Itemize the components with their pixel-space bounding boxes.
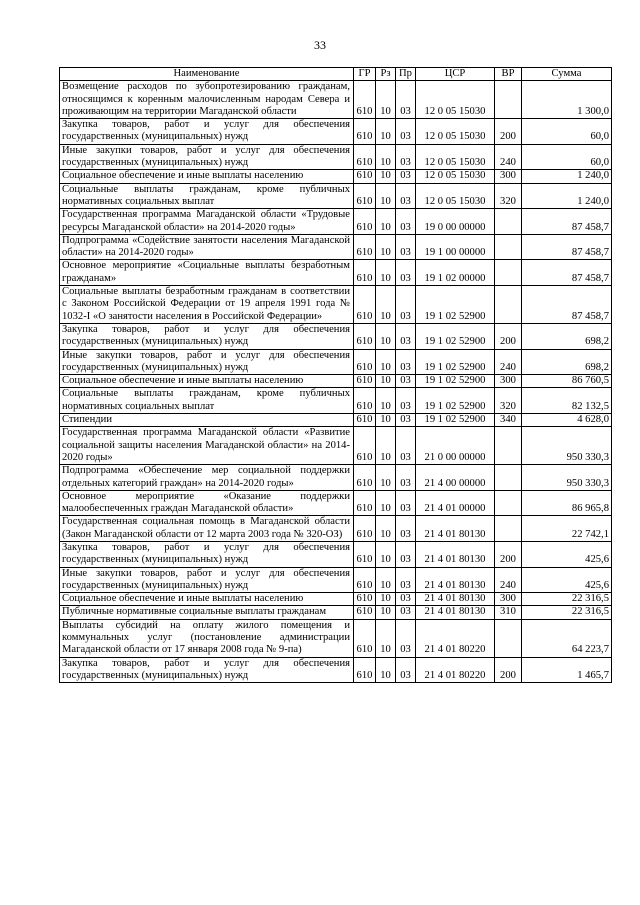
cell-pr: 03 — [396, 490, 416, 516]
table-row — [60, 541, 612, 567]
cell-vr: 200 — [495, 657, 522, 683]
cell-vr: 240 — [495, 349, 522, 375]
cell-vr — [495, 490, 522, 516]
cell-rz: 10 — [376, 260, 396, 286]
table-row — [60, 209, 612, 235]
cell-sum: 4 628,0 — [522, 414, 612, 427]
cell-rz: 10 — [376, 144, 396, 170]
cell-name: Социальные выплаты безработным гражданам в соответствии с Законом Российской Федерации от 19 апреля 1991 года № 1032-I «О занятости населения в Российской Федерации» — [60, 286, 354, 324]
table-row — [60, 465, 612, 491]
cell-name: Закупка товаров, работ и услуг для обеспечения государственных (муниципальных) нужд — [60, 119, 354, 145]
cell-pr: 03 — [396, 619, 416, 657]
cell-name: Закупка товаров, работ и услуг для обеспечения государственных (муниципальных) нужд — [60, 541, 354, 567]
cell-csr: 19 1 02 52900 — [416, 349, 495, 375]
cell-sum: 87 458,7 — [522, 260, 612, 286]
header-name: Наименование — [60, 68, 354, 81]
cell-sum: 64 223,7 — [522, 619, 612, 657]
cell-csr: 12 0 05 15030 — [416, 144, 495, 170]
cell-name: Возмещение расходов по зубопротезированию гражданам, относящимся к коренным малочисленным народам Севера и проживающим на территории Магаданской области — [60, 81, 354, 119]
cell-csr: 12 0 05 15030 — [416, 183, 495, 209]
cell-sum: 87 458,7 — [522, 286, 612, 324]
cell-csr: 21 4 01 80220 — [416, 619, 495, 657]
cell-rz: 10 — [376, 375, 396, 388]
cell-csr: 19 0 00 00000 — [416, 209, 495, 235]
cell-vr — [495, 619, 522, 657]
cell-rz: 10 — [376, 170, 396, 183]
cell-name: Публичные нормативные социальные выплаты гражданам — [60, 606, 354, 619]
cell-vr — [495, 516, 522, 542]
cell-gr: 610 — [354, 657, 376, 683]
cell-pr: 03 — [396, 323, 416, 349]
table-header-row — [60, 68, 612, 81]
cell-gr: 610 — [354, 465, 376, 491]
cell-name: Стипендии — [60, 414, 354, 427]
cell-name: Закупка товаров, работ и услуг для обеспечения государственных (муниципальных) нужд — [60, 323, 354, 349]
cell-sum: 698,2 — [522, 323, 612, 349]
cell-rz: 10 — [376, 567, 396, 593]
cell-pr: 03 — [396, 81, 416, 119]
cell-csr: 19 1 00 00000 — [416, 234, 495, 260]
cell-pr: 03 — [396, 260, 416, 286]
cell-pr: 03 — [396, 170, 416, 183]
cell-pr: 03 — [396, 516, 416, 542]
cell-pr: 03 — [396, 144, 416, 170]
cell-gr: 610 — [354, 593, 376, 606]
cell-rz: 10 — [376, 593, 396, 606]
table-row — [60, 234, 612, 260]
cell-gr: 610 — [354, 414, 376, 427]
cell-rz: 10 — [376, 465, 396, 491]
cell-csr: 12 0 05 15030 — [416, 170, 495, 183]
cell-csr: 21 4 01 80130 — [416, 593, 495, 606]
cell-sum: 425,6 — [522, 541, 612, 567]
cell-rz: 10 — [376, 81, 396, 119]
cell-rz: 10 — [376, 323, 396, 349]
cell-csr: 21 4 01 80220 — [416, 657, 495, 683]
table-row — [60, 375, 612, 388]
cell-name: Социальное обеспечение и иные выплаты населению — [60, 170, 354, 183]
cell-gr: 610 — [354, 209, 376, 235]
table-row — [60, 427, 612, 465]
cell-sum: 82 132,5 — [522, 388, 612, 414]
cell-vr — [495, 234, 522, 260]
cell-gr: 610 — [354, 541, 376, 567]
cell-sum: 22 742,1 — [522, 516, 612, 542]
cell-vr — [495, 286, 522, 324]
header-gr: ГР — [354, 68, 376, 81]
table-row — [60, 349, 612, 375]
cell-sum: 60,0 — [522, 144, 612, 170]
table-row — [60, 183, 612, 209]
cell-vr — [495, 465, 522, 491]
cell-rz: 10 — [376, 490, 396, 516]
cell-pr: 03 — [396, 349, 416, 375]
cell-pr: 03 — [396, 657, 416, 683]
cell-gr: 610 — [354, 81, 376, 119]
cell-vr — [495, 427, 522, 465]
cell-vr — [495, 81, 522, 119]
cell-sum: 425,6 — [522, 567, 612, 593]
cell-sum: 87 458,7 — [522, 234, 612, 260]
cell-name: Основное мероприятие «Оказание поддержки малообеспеченных граждан Магаданской области» — [60, 490, 354, 516]
header-rz: Рз — [376, 68, 396, 81]
table-row — [60, 323, 612, 349]
cell-vr: 310 — [495, 606, 522, 619]
cell-vr: 300 — [495, 593, 522, 606]
cell-pr: 03 — [396, 606, 416, 619]
cell-pr: 03 — [396, 414, 416, 427]
cell-sum: 950 330,3 — [522, 465, 612, 491]
cell-pr: 03 — [396, 209, 416, 235]
cell-name: Государственная социальная помощь в Магаданской области (Закон Магаданской области от 12 марта 2003 года № 320-ОЗ) — [60, 516, 354, 542]
cell-name: Социальное обеспечение и иные выплаты населению — [60, 375, 354, 388]
cell-csr: 21 4 01 80130 — [416, 606, 495, 619]
cell-vr — [495, 260, 522, 286]
cell-gr: 610 — [354, 516, 376, 542]
cell-gr: 610 — [354, 234, 376, 260]
cell-gr: 610 — [354, 349, 376, 375]
cell-csr: 21 4 01 80130 — [416, 567, 495, 593]
cell-vr: 200 — [495, 323, 522, 349]
table-row — [60, 388, 612, 414]
cell-gr: 610 — [354, 260, 376, 286]
cell-vr: 300 — [495, 375, 522, 388]
cell-rz: 10 — [376, 183, 396, 209]
cell-sum: 1 240,0 — [522, 183, 612, 209]
cell-pr: 03 — [396, 427, 416, 465]
cell-name: Государственная программа Магаданской области «Развитие социальной защиты населения Магаданской области» на 2014-2020 годы» — [60, 427, 354, 465]
cell-name: Государственная программа Магаданской области «Трудовые ресурсы Магаданской области» на 2014-2020 годы» — [60, 209, 354, 235]
cell-vr: 340 — [495, 414, 522, 427]
cell-name: Закупка товаров, работ и услуг для обеспечения государственных (муниципальных) нужд — [60, 657, 354, 683]
cell-name: Иные закупки товаров, работ и услуг для обеспечения государственных (муниципальных) нужд — [60, 349, 354, 375]
cell-gr: 610 — [354, 144, 376, 170]
cell-rz: 10 — [376, 516, 396, 542]
cell-vr: 200 — [495, 119, 522, 145]
cell-pr: 03 — [396, 234, 416, 260]
cell-csr: 21 4 01 80130 — [416, 516, 495, 542]
cell-sum: 1 240,0 — [522, 170, 612, 183]
table-row — [60, 619, 612, 657]
cell-name: Иные закупки товаров, работ и услуг для обеспечения государственных (муниципальных) нужд — [60, 567, 354, 593]
cell-csr: 19 1 02 52900 — [416, 388, 495, 414]
header-csr: ЦСР — [416, 68, 495, 81]
cell-rz: 10 — [376, 427, 396, 465]
cell-name: Подпрограмма «Содействие занятости населения Магаданской области» на 2014-2020 годы» — [60, 234, 354, 260]
cell-gr: 610 — [354, 606, 376, 619]
cell-name: Подпрограмма «Обеспечение мер социальной поддержки отдельных категорий граждан» на 2014-2020 годы» — [60, 465, 354, 491]
cell-csr: 21 0 00 00000 — [416, 427, 495, 465]
cell-name: Социальное обеспечение и иные выплаты населению — [60, 593, 354, 606]
cell-name: Иные закупки товаров, работ и услуг для обеспечения государственных (муниципальных) нужд — [60, 144, 354, 170]
cell-gr: 610 — [354, 375, 376, 388]
cell-sum: 86 965,8 — [522, 490, 612, 516]
cell-pr: 03 — [396, 567, 416, 593]
cell-csr: 21 4 01 80130 — [416, 541, 495, 567]
table-row — [60, 516, 612, 542]
cell-vr: 240 — [495, 567, 522, 593]
cell-name: Социальные выплаты гражданам, кроме публичных нормативных социальных выплат — [60, 183, 354, 209]
cell-csr: 21 4 01 00000 — [416, 490, 495, 516]
cell-csr: 12 0 05 15030 — [416, 119, 495, 145]
cell-gr: 610 — [354, 170, 376, 183]
cell-name: Выплаты субсидий на оплату жилого помещения и коммунальных услуг (постановление администрации Магаданской области от 17 января 2008 года № 9-па) — [60, 619, 354, 657]
cell-sum: 1 465,7 — [522, 657, 612, 683]
cell-vr: 300 — [495, 170, 522, 183]
table-row — [60, 119, 612, 145]
cell-gr: 610 — [354, 119, 376, 145]
cell-rz: 10 — [376, 541, 396, 567]
cell-csr: 12 0 05 15030 — [416, 81, 495, 119]
cell-gr: 610 — [354, 619, 376, 657]
cell-rz: 10 — [376, 414, 396, 427]
table-row — [60, 606, 612, 619]
cell-pr: 03 — [396, 375, 416, 388]
cell-csr: 19 1 02 52900 — [416, 323, 495, 349]
cell-pr: 03 — [396, 119, 416, 145]
table-row — [60, 593, 612, 606]
cell-sum: 87 458,7 — [522, 209, 612, 235]
cell-rz: 10 — [376, 119, 396, 145]
cell-csr: 21 4 00 00000 — [416, 465, 495, 491]
cell-sum: 22 316,5 — [522, 606, 612, 619]
cell-rz: 10 — [376, 606, 396, 619]
cell-rz: 10 — [376, 349, 396, 375]
cell-csr: 19 1 02 52900 — [416, 286, 495, 324]
cell-gr: 610 — [354, 183, 376, 209]
cell-vr: 320 — [495, 388, 522, 414]
table-row — [60, 567, 612, 593]
cell-name: Основное мероприятие «Социальные выплаты безработным гражданам» — [60, 260, 354, 286]
cell-pr: 03 — [396, 388, 416, 414]
cell-vr: 240 — [495, 144, 522, 170]
cell-rz: 10 — [376, 234, 396, 260]
cell-rz: 10 — [376, 657, 396, 683]
budget-table — [59, 67, 612, 683]
table-row — [60, 170, 612, 183]
cell-pr: 03 — [396, 465, 416, 491]
table-row — [60, 657, 612, 683]
cell-sum: 86 760,5 — [522, 375, 612, 388]
table-row — [60, 286, 612, 324]
cell-sum: 698,2 — [522, 349, 612, 375]
cell-gr: 610 — [354, 286, 376, 324]
header-sum: Сумма — [522, 68, 612, 81]
cell-gr: 610 — [354, 567, 376, 593]
table-row — [60, 144, 612, 170]
cell-rz: 10 — [376, 286, 396, 324]
table-row — [60, 260, 612, 286]
cell-rz: 10 — [376, 209, 396, 235]
cell-sum: 60,0 — [522, 119, 612, 145]
header-pr: Пр — [396, 68, 416, 81]
cell-csr: 19 1 02 52900 — [416, 414, 495, 427]
cell-pr: 03 — [396, 593, 416, 606]
cell-pr: 03 — [396, 286, 416, 324]
table-row — [60, 414, 612, 427]
cell-csr: 19 1 02 00000 — [416, 260, 495, 286]
page-number: 33 — [314, 38, 326, 52]
header-vr: ВР — [495, 68, 522, 81]
cell-gr: 610 — [354, 427, 376, 465]
cell-pr: 03 — [396, 541, 416, 567]
table-body — [60, 81, 612, 683]
cell-gr: 610 — [354, 323, 376, 349]
cell-csr: 19 1 02 52900 — [416, 375, 495, 388]
cell-gr: 610 — [354, 388, 376, 414]
cell-vr — [495, 209, 522, 235]
cell-vr: 320 — [495, 183, 522, 209]
cell-sum: 950 330,3 — [522, 427, 612, 465]
cell-rz: 10 — [376, 388, 396, 414]
cell-sum: 1 300,0 — [522, 81, 612, 119]
cell-name: Социальные выплаты гражданам, кроме публичных нормативных социальных выплат — [60, 388, 354, 414]
cell-vr: 200 — [495, 541, 522, 567]
cell-sum: 22 316,5 — [522, 593, 612, 606]
cell-gr: 610 — [354, 490, 376, 516]
table-row — [60, 490, 612, 516]
cell-pr: 03 — [396, 183, 416, 209]
table-row — [60, 81, 612, 119]
cell-rz: 10 — [376, 619, 396, 657]
